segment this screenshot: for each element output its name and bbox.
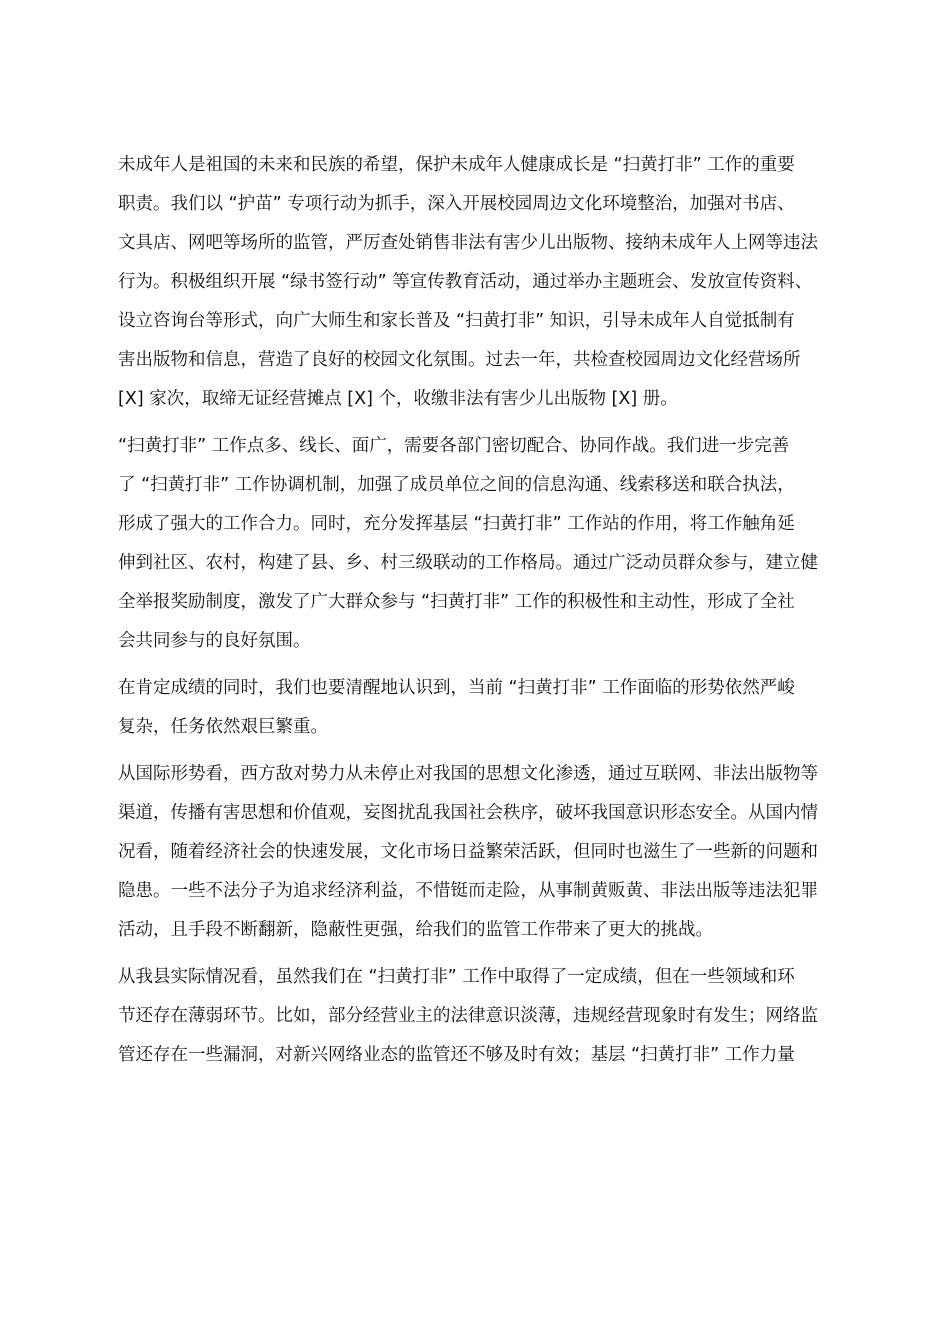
text-line: 复杂，任务依然艰巨繁重。: [118, 717, 328, 737]
text-line: 文具店、网吧等场所的监管，严厉查处销售非法有害少儿出版物、接纳未成年人上网等违法: [118, 233, 818, 253]
text-line: “扫黄打非” 工作点多、线长、面广，需要各部门密切配合、协同作战。我们进一步完善: [118, 436, 790, 456]
text-line: 职责。我们以 “护苗” 专项行动为抓手，深入开展校园周边文化环境整治，加强对书店、: [118, 194, 795, 214]
text-line: 形成了强大的工作合力。同时，充分发挥基层 “扫黄打非” 工作站的作用，将工作触角延: [118, 514, 795, 534]
text-line: 害出版物和信息，营造了良好的校园文化氛围。过去一年，共检查校园周边文化经营场所: [118, 350, 801, 370]
paragraph-coordination: [118, 427, 828, 661]
text-line: 从我县实际情况看，虽然我们在 “扫黄打非” 工作中取得了一定成绩，但在一些领域和环: [118, 967, 795, 987]
text-line: 行为。积极组织开展 “绿书签行动” 等宣传教育活动，通过举办主题班会、发放宣传资料、: [118, 272, 813, 292]
text-line: 设立咨询台等形式，向广大师生和家长普及 “扫黄打非” 知识，引导未成年人自觉抵制有: [118, 311, 795, 331]
paragraph-local: [118, 958, 828, 1075]
text-line: 渠道，传播有害思想和价值观，妄图扰乱我国社会秩序，破坏我国意识形态安全。从国内情: [118, 803, 818, 823]
text-line: 从国际形势看，西方敌对势力从未停止对我国的思想文化渗透，通过互联网、非法出版物等: [118, 764, 818, 784]
text-line: 管还存在一些漏洞，对新兴网络业态的监管还不够及时有效；基层 “扫黄打非” 工作力量: [118, 1045, 795, 1065]
paragraph-situation: [118, 669, 828, 747]
text-line: 未成年人是祖国的未来和民族的希望，保护未成年人健康成长是 “扫黄打非” 工作的重要: [118, 155, 795, 175]
text-line: 节还存在薄弱环节。比如，部分经营业主的法律意识淡薄，违规经营现象时有发生；网络监: [118, 1006, 818, 1026]
text-line: [X] 家次，取缔无证经营摊点 [X] 个，收缴非法有害少儿出版物 [X] 册。: [118, 389, 678, 409]
text-line: 况看，随着经济社会的快速发展，文化市场日益繁荣活跃，但同时也滋生了一些新的问题和: [118, 842, 818, 862]
text-line: 了 “扫黄打非” 工作协调机制，加强了成员单位之间的信息沟通、线索移送和联合执法，: [118, 475, 795, 495]
paragraph-minor-protection: [118, 146, 828, 419]
text-line: 全举报奖励制度，激发了广大群众参与 “扫黄打非” 工作的积极性和主动性，形成了全社: [118, 592, 795, 612]
paragraph-international: [118, 755, 828, 950]
text-line: 伸到社区、农村，构建了县、乡、村三级联动的工作格局。通过广泛动员群众参与，建立健: [118, 553, 818, 573]
text-line: 隐患。一些不法分子为追求经济利益，不惜铤而走险，从事制黄贩黄、非法出版等违法犯罪: [118, 881, 818, 901]
text-line: 活动，且手段不断翻新，隐蔽性更强，给我们的监管工作带来了更大的挑战。: [118, 920, 713, 940]
text-line: 会共同参与的良好氛围。: [118, 631, 311, 651]
document-body: [118, 146, 828, 1083]
text-line: 在肯定成绩的同时，我们也要清醒地认识到，当前 “扫黄打非” 工作面临的形势依然严峻: [118, 678, 795, 698]
